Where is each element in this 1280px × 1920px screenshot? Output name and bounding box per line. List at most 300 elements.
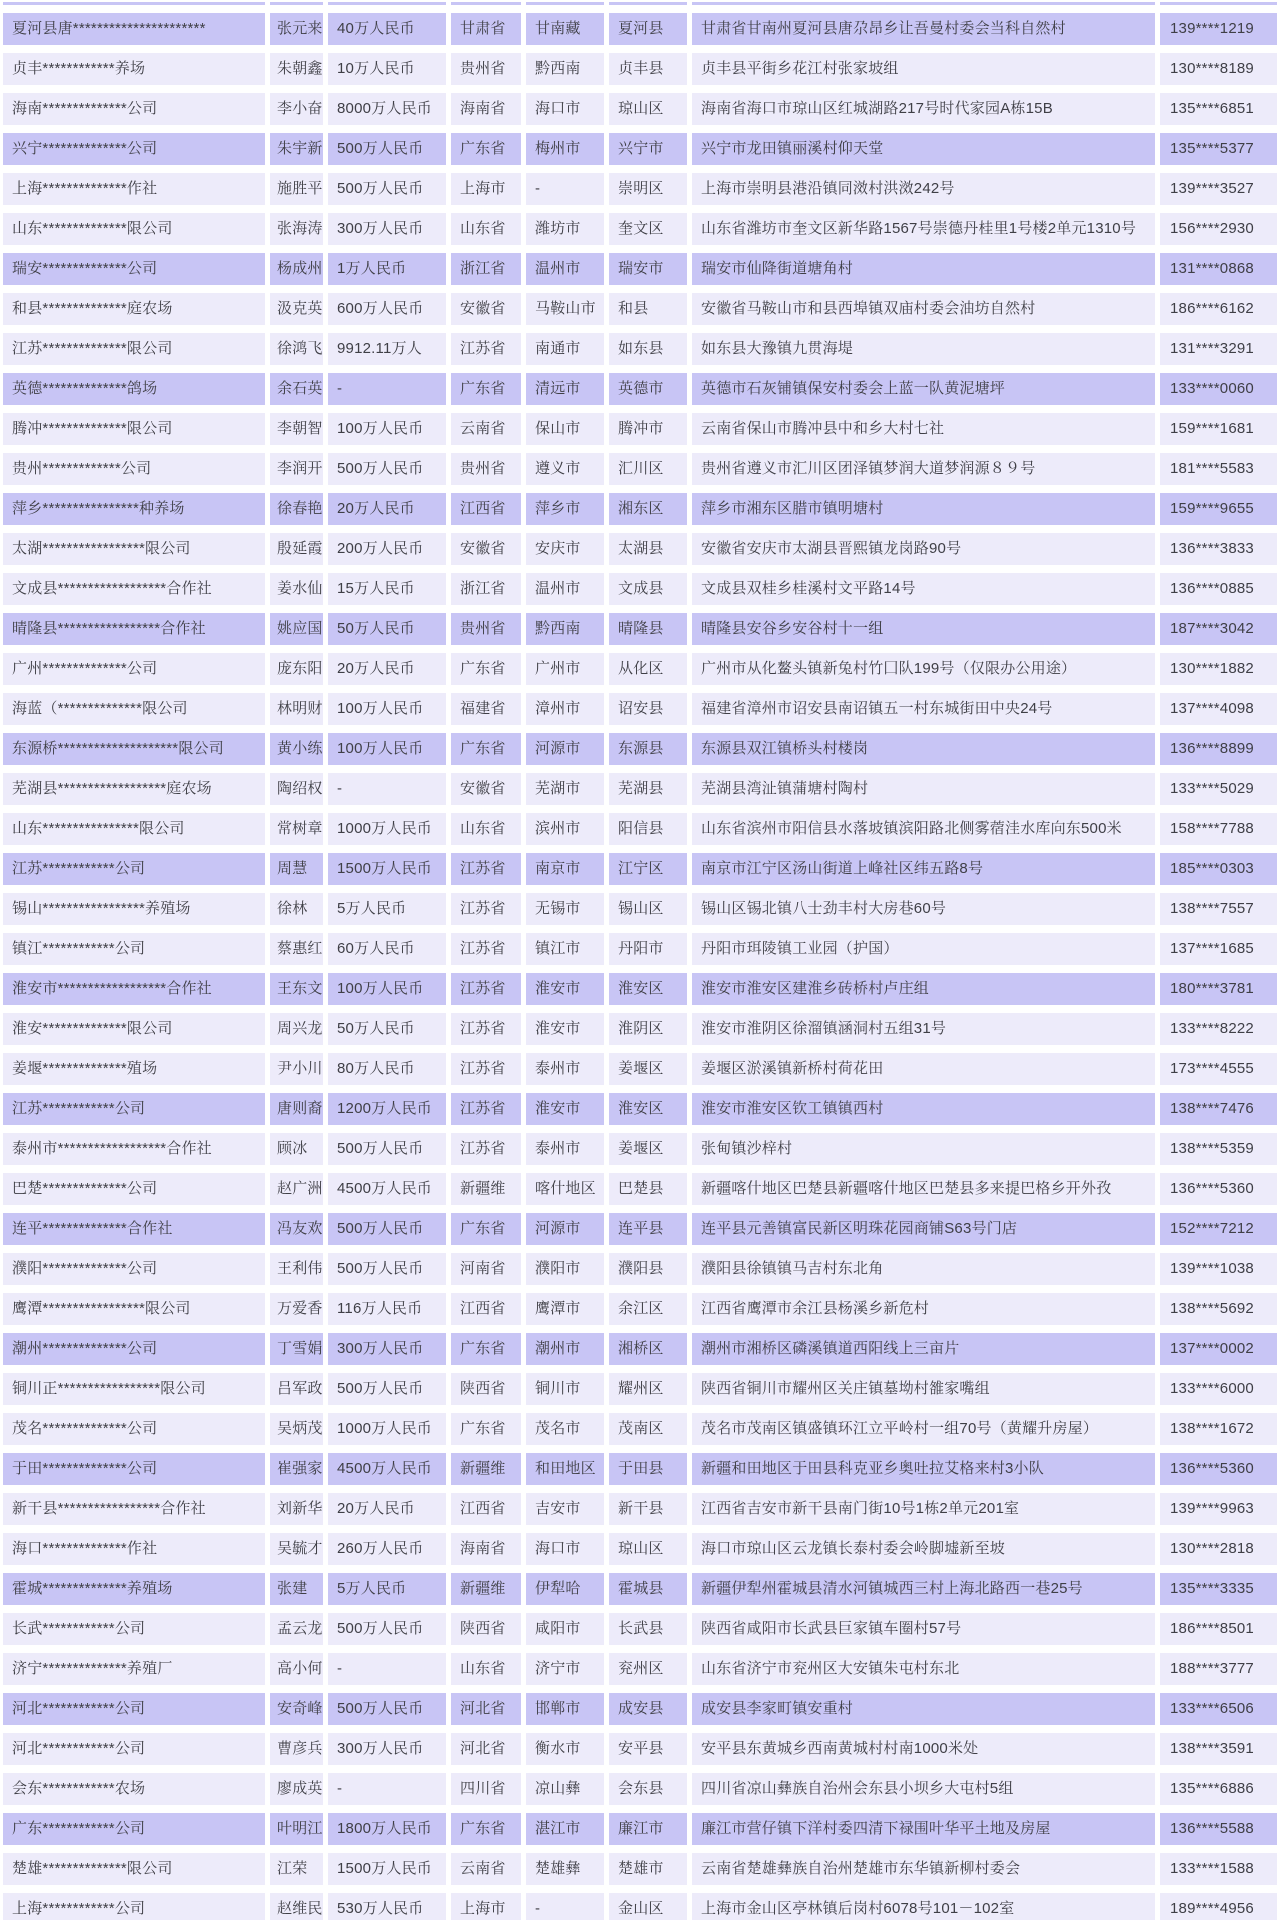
- cell-legal_person: 常树章: [270, 813, 323, 845]
- cell-province: 广东省: [451, 1413, 521, 1445]
- cell-registered_capital: 500万人民币: [328, 1133, 446, 1165]
- cell-district: 锡山区: [609, 893, 687, 925]
- cell-registered_capital: 1200万人民币: [328, 1093, 446, 1125]
- cell-district: 巴楚县: [609, 1173, 687, 1205]
- cell-city: 镇江市: [526, 933, 604, 965]
- cell-registered_capital: 80万人民币: [328, 1053, 446, 1085]
- cell-district: 余江区: [609, 1293, 687, 1325]
- cell-address: 连平县元善镇富民新区明珠花园商铺S63号门店: [692, 1213, 1155, 1245]
- cell-registered_capital: 500万人民币: [328, 1613, 446, 1645]
- cell-company_name: 上海************公司: [3, 1893, 265, 1920]
- cell-phone: 133****5029: [1160, 773, 1277, 805]
- cell-district: 霍城县: [609, 1573, 687, 1605]
- cell-registered_capital: 600万人民币: [328, 293, 446, 325]
- cell-phone: 135****5377: [1160, 133, 1277, 165]
- cell-company_name: 鹰潭*****************限公司: [3, 1293, 265, 1325]
- cell-company_name: 芜湖县******************庭农场: [3, 773, 265, 805]
- cell-district: 兖州区: [609, 1653, 687, 1685]
- cell-province: 安徽省: [451, 773, 521, 805]
- cutoff-row-cell-registered_capital: [328, 2, 446, 5]
- cell-legal_person: 赵广洲: [270, 1173, 323, 1205]
- cell-address: 贵州省遵义市汇川区团泽镇梦润大道梦润源８９号: [692, 453, 1155, 485]
- cell-legal_person: 李润开: [270, 453, 323, 485]
- cell-district: 成安县: [609, 1693, 687, 1725]
- cell-district: 阳信县: [609, 813, 687, 845]
- cell-address: 新疆和田地区于田县科克亚乡奥吐拉艾格来村3小队: [692, 1453, 1155, 1485]
- cell-district: 琼山区: [609, 1533, 687, 1565]
- cell-registered_capital: -: [328, 773, 446, 805]
- cell-legal_person: 朱宇新: [270, 133, 323, 165]
- cell-city: 凉山彝: [526, 1773, 604, 1805]
- cell-legal_person: 万爱香: [270, 1293, 323, 1325]
- cell-phone: 138****5359: [1160, 1133, 1277, 1165]
- cell-address: 濮阳县徐镇镇马吉村东北角: [692, 1253, 1155, 1285]
- cell-district: 淮安区: [609, 1093, 687, 1125]
- cell-city: 淮安市: [526, 973, 604, 1005]
- cell-district: 晴隆县: [609, 613, 687, 645]
- cell-registered_capital: 260万人民币: [328, 1533, 446, 1565]
- cell-province: 四川省: [451, 1773, 521, 1805]
- cell-city: 楚雄彝: [526, 1853, 604, 1885]
- cell-district: 汇川区: [609, 453, 687, 485]
- cell-address: 福建省漳州市诏安县南诏镇五一村东城街田中央24号: [692, 693, 1155, 725]
- cell-legal_person: 江荣: [270, 1853, 323, 1885]
- cell-legal_person: 蔡惠红: [270, 933, 323, 965]
- cell-province: 江苏省: [451, 933, 521, 965]
- cell-phone: 138****7476: [1160, 1093, 1277, 1125]
- cell-city: 滨州市: [526, 813, 604, 845]
- cell-registered_capital: 116万人民币: [328, 1293, 446, 1325]
- cell-province: 安徽省: [451, 533, 521, 565]
- cell-phone: 138****5692: [1160, 1293, 1277, 1325]
- cell-phone: 133****1588: [1160, 1853, 1277, 1885]
- cell-phone: 152****7212: [1160, 1213, 1277, 1245]
- cell-phone: 180****3781: [1160, 973, 1277, 1005]
- cell-province: 浙江省: [451, 253, 521, 285]
- cell-address: 淮安市淮安区钦工镇镇西村: [692, 1093, 1155, 1125]
- cell-district: 腾冲市: [609, 413, 687, 445]
- cell-district: 姜堰区: [609, 1053, 687, 1085]
- cell-city: 河源市: [526, 733, 604, 765]
- cell-city: 漳州市: [526, 693, 604, 725]
- cell-province: 广东省: [451, 733, 521, 765]
- cell-legal_person: 孟云龙: [270, 1613, 323, 1645]
- cell-legal_person: 王利伟: [270, 1253, 323, 1285]
- cell-registered_capital: -: [328, 373, 446, 405]
- cell-province: 江苏省: [451, 893, 521, 925]
- cell-address: 廉江市营仔镇下洋村委四清下禄围叶华平土地及房屋: [692, 1813, 1155, 1845]
- cell-phone: 138****1672: [1160, 1413, 1277, 1445]
- cell-company_name: 茂名**************公司: [3, 1413, 265, 1445]
- cell-company_name: 楚雄**************限公司: [3, 1853, 265, 1885]
- cell-registered_capital: 20万人民币: [328, 653, 446, 685]
- cell-registered_capital: 530万人民币: [328, 1893, 446, 1920]
- cutoff-row-cell-legal_person: [270, 2, 323, 5]
- cell-province: 新疆维: [451, 1573, 521, 1605]
- cell-company_name: 海南**************公司: [3, 93, 265, 125]
- cell-city: 马鞍山市: [526, 293, 604, 325]
- cell-company_name: 江苏************公司: [3, 853, 265, 885]
- cell-legal_person: 徐春艳: [270, 493, 323, 525]
- cell-company_name: 河北************公司: [3, 1733, 265, 1765]
- cell-registered_capital: 1800万人民币: [328, 1813, 446, 1845]
- cell-address: 东源县双江镇桥头村楼岗: [692, 733, 1155, 765]
- cell-city: 衡水市: [526, 1733, 604, 1765]
- cell-province: 江苏省: [451, 853, 521, 885]
- cutoff-row-cell-city: [526, 2, 604, 5]
- cell-district: 耀州区: [609, 1373, 687, 1405]
- cell-district: 茂南区: [609, 1413, 687, 1445]
- cell-city: 淮安市: [526, 1093, 604, 1125]
- cell-registered_capital: 500万人民币: [328, 1213, 446, 1245]
- cell-address: 江西省吉安市新干县南门街10号1栋2单元201室: [692, 1493, 1155, 1525]
- cell-registered_capital: 300万人民币: [328, 213, 446, 245]
- cell-district: 从化区: [609, 653, 687, 685]
- cell-company_name: 淮安**************限公司: [3, 1013, 265, 1045]
- cell-city: 茂名市: [526, 1413, 604, 1445]
- cell-company_name: 连平**************合作社: [3, 1213, 265, 1245]
- cell-province: 河北省: [451, 1693, 521, 1725]
- cell-registered_capital: 300万人民币: [328, 1733, 446, 1765]
- cell-district: 廉江市: [609, 1813, 687, 1845]
- cell-legal_person: 叶明江: [270, 1813, 323, 1845]
- cell-district: 长武县: [609, 1613, 687, 1645]
- cell-company_name: 晴隆县*****************合作社: [3, 613, 265, 645]
- cell-legal_person: 周慧: [270, 853, 323, 885]
- cell-province: 新疆维: [451, 1453, 521, 1485]
- cell-city: 清远市: [526, 373, 604, 405]
- cell-district: 瑞安市: [609, 253, 687, 285]
- cell-registered_capital: 300万人民币: [328, 1333, 446, 1365]
- cell-legal_person: 陶绍权: [270, 773, 323, 805]
- cell-city: -: [526, 173, 604, 205]
- cell-legal_person: 汲克英: [270, 293, 323, 325]
- cell-registered_capital: -: [328, 1773, 446, 1805]
- cell-phone: 135****6886: [1160, 1773, 1277, 1805]
- cell-province: 贵州省: [451, 53, 521, 85]
- cell-legal_person: 安奇峰: [270, 1693, 323, 1725]
- cell-district: 湘东区: [609, 493, 687, 525]
- cell-province: 江苏省: [451, 1093, 521, 1125]
- cell-province: 云南省: [451, 1853, 521, 1885]
- cell-city: 萍乡市: [526, 493, 604, 525]
- cell-legal_person: 殷延霞: [270, 533, 323, 565]
- cell-address: 山东省济宁市兖州区大安镇朱屯村东北: [692, 1653, 1155, 1685]
- cell-registered_capital: 500万人民币: [328, 1693, 446, 1725]
- cell-company_name: 太湖*****************限公司: [3, 533, 265, 565]
- cell-legal_person: 姚应国: [270, 613, 323, 645]
- cell-province: 贵州省: [451, 613, 521, 645]
- cell-registered_capital: -: [328, 1653, 446, 1685]
- cell-legal_person: 张建: [270, 1573, 323, 1605]
- cell-company_name: 泰州市******************合作社: [3, 1133, 265, 1165]
- cell-province: 贵州省: [451, 453, 521, 485]
- cell-legal_person: 吴炳茂: [270, 1413, 323, 1445]
- cell-province: 山东省: [451, 1653, 521, 1685]
- cell-legal_person: 唐则裔: [270, 1093, 323, 1125]
- cell-province: 海南省: [451, 93, 521, 125]
- cutoff-row-cell-company_name: [3, 2, 265, 5]
- cell-address: 江西省鹰潭市余江县杨溪乡新危村: [692, 1293, 1155, 1325]
- cell-city: 无锡市: [526, 893, 604, 925]
- cell-province: 广东省: [451, 1813, 521, 1845]
- cell-province: 江苏省: [451, 333, 521, 365]
- cell-district: 湘桥区: [609, 1333, 687, 1365]
- cell-legal_person: 张元来: [270, 13, 323, 45]
- cell-phone: 156****2930: [1160, 213, 1277, 245]
- cell-registered_capital: 50万人民币: [328, 613, 446, 645]
- cell-phone: 159****9655: [1160, 493, 1277, 525]
- cell-phone: 136****5360: [1160, 1453, 1277, 1485]
- cell-district: 文成县: [609, 573, 687, 605]
- cell-address: 文成县双桂乡桂溪村文平路14号: [692, 573, 1155, 605]
- cell-legal_person: 姜水仙: [270, 573, 323, 605]
- cell-registered_capital: 1000万人民币: [328, 813, 446, 845]
- cell-company_name: 铜川正*****************限公司: [3, 1373, 265, 1405]
- cell-phone: 138****3591: [1160, 1733, 1277, 1765]
- cell-city: 保山市: [526, 413, 604, 445]
- cell-registered_capital: 500万人民币: [328, 453, 446, 485]
- cell-company_name: 广州**************公司: [3, 653, 265, 685]
- cell-city: 甘南藏: [526, 13, 604, 45]
- cell-city: 淮安市: [526, 1013, 604, 1045]
- cell-company_name: 和县**************庭农场: [3, 293, 265, 325]
- cell-province: 云南省: [451, 413, 521, 445]
- cell-district: 于田县: [609, 1453, 687, 1485]
- cell-province: 福建省: [451, 693, 521, 725]
- cell-company_name: 瑞安**************公司: [3, 253, 265, 285]
- cell-district: 新干县: [609, 1493, 687, 1525]
- cell-phone: 136****3833: [1160, 533, 1277, 565]
- cell-province: 江西省: [451, 493, 521, 525]
- cell-phone: 130****2818: [1160, 1533, 1277, 1565]
- cell-registered_capital: 8000万人民币: [328, 93, 446, 125]
- cell-legal_person: 尹小川: [270, 1053, 323, 1085]
- cell-address: 丹阳市珥陵镇工业园（护国）: [692, 933, 1155, 965]
- cell-province: 广东省: [451, 653, 521, 685]
- cell-city: 芜湖市: [526, 773, 604, 805]
- cell-phone: 131****3291: [1160, 333, 1277, 365]
- cell-address: 新疆喀什地区巴楚县新疆喀什地区巴楚县多来提巴格乡开外孜: [692, 1173, 1155, 1205]
- cell-city: 泰州市: [526, 1053, 604, 1085]
- cell-address: 安平县东黄城乡西南黄城村村南1000米处: [692, 1733, 1155, 1765]
- cell-address: 海口市琼山区云龙镇长泰村委会岭脚墟新至坡: [692, 1533, 1155, 1565]
- cell-city: 南通市: [526, 333, 604, 365]
- cutoff-row-cell-district: [609, 2, 687, 5]
- cell-company_name: 新干县*****************合作社: [3, 1493, 265, 1525]
- cell-registered_capital: 100万人民币: [328, 413, 446, 445]
- cell-phone: 185****0303: [1160, 853, 1277, 885]
- cell-company_name: 巴楚**************公司: [3, 1173, 265, 1205]
- cell-city: 喀什地区: [526, 1173, 604, 1205]
- cell-legal_person: 曹彦兵: [270, 1733, 323, 1765]
- cell-address: 姜堰区淤溪镇新桥村荷花田: [692, 1053, 1155, 1085]
- cell-province: 海南省: [451, 1533, 521, 1565]
- cell-registered_capital: 5万人民币: [328, 1573, 446, 1605]
- cell-company_name: 潮州**************公司: [3, 1333, 265, 1365]
- cell-registered_capital: 10万人民币: [328, 53, 446, 85]
- cell-province: 江苏省: [451, 1013, 521, 1045]
- cell-company_name: 镇江************公司: [3, 933, 265, 965]
- cell-company_name: 山东****************限公司: [3, 813, 265, 845]
- cell-address: 安徽省安庆市太湖县晋熙镇龙岗路90号: [692, 533, 1155, 565]
- cell-phone: 173****4555: [1160, 1053, 1277, 1085]
- cell-district: 淮阴区: [609, 1013, 687, 1045]
- cutoff-row-cell-province: [451, 2, 521, 5]
- cell-legal_person: 李小奋: [270, 93, 323, 125]
- cell-city: -: [526, 1893, 604, 1920]
- cell-phone: 136****8899: [1160, 733, 1277, 765]
- cell-phone: 139****1038: [1160, 1253, 1277, 1285]
- cell-province: 江西省: [451, 1293, 521, 1325]
- cell-address: 瑞安市仙降街道塘角村: [692, 253, 1155, 285]
- cell-phone: 189****4956: [1160, 1893, 1277, 1920]
- cell-registered_capital: 200万人民币: [328, 533, 446, 565]
- cell-registered_capital: 1500万人民币: [328, 853, 446, 885]
- cell-company_name: 文成县******************合作社: [3, 573, 265, 605]
- cell-company_name: 萍乡****************种养场: [3, 493, 265, 525]
- cell-city: 邯郸市: [526, 1693, 604, 1725]
- cell-registered_capital: 500万人民币: [328, 173, 446, 205]
- cell-address: 陕西省铜川市耀州区关庄镇墓坳村雒家嘴组: [692, 1373, 1155, 1405]
- cell-company_name: 海蓝（**************限公司: [3, 693, 265, 725]
- cell-phone: 130****8189: [1160, 53, 1277, 85]
- cell-city: 铜川市: [526, 1373, 604, 1405]
- cell-registered_capital: 4500万人民币: [328, 1173, 446, 1205]
- cell-city: 济宁市: [526, 1653, 604, 1685]
- cell-address: 芜湖县湾沚镇蒲塘村陶村: [692, 773, 1155, 805]
- cell-legal_person: 余石英: [270, 373, 323, 405]
- cell-legal_person: 丁雪娟: [270, 1333, 323, 1365]
- cell-province: 广东省: [451, 1213, 521, 1245]
- cell-province: 上海市: [451, 1893, 521, 1920]
- cell-company_name: 贵州*************公司: [3, 453, 265, 485]
- cell-district: 贞丰县: [609, 53, 687, 85]
- cell-registered_capital: 60万人民币: [328, 933, 446, 965]
- cell-legal_person: 施胜平: [270, 173, 323, 205]
- cell-city: 濮阳市: [526, 1253, 604, 1285]
- cell-company_name: 江苏************公司: [3, 1093, 265, 1125]
- cell-phone: 133****6506: [1160, 1693, 1277, 1725]
- cell-district: 江宁区: [609, 853, 687, 885]
- cell-legal_person: 廖成英: [270, 1773, 323, 1805]
- cell-district: 楚雄市: [609, 1853, 687, 1885]
- cell-legal_person: 林明财: [270, 693, 323, 725]
- cell-address: 茂名市茂南区镇盛镇环江立平岭村一组70号（黄耀升房屋）: [692, 1413, 1155, 1445]
- cell-company_name: 济宁**************养殖厂: [3, 1653, 265, 1685]
- cell-city: 泰州市: [526, 1133, 604, 1165]
- cell-phone: 187****3042: [1160, 613, 1277, 645]
- cell-city: 温州市: [526, 253, 604, 285]
- cell-city: 广州市: [526, 653, 604, 685]
- cell-legal_person: 张海涛: [270, 213, 323, 245]
- cell-phone: 135****3335: [1160, 1573, 1277, 1605]
- cell-province: 江苏省: [451, 1133, 521, 1165]
- cell-company_name: 于田**************公司: [3, 1453, 265, 1485]
- cell-city: 潍坊市: [526, 213, 604, 245]
- cell-registered_capital: 1500万人民币: [328, 1853, 446, 1885]
- cell-legal_person: 徐林: [270, 893, 323, 925]
- cell-city: 湛江市: [526, 1813, 604, 1845]
- cell-district: 崇明区: [609, 173, 687, 205]
- cell-address: 上海市金山区亭林镇后岗村6078号101－102室: [692, 1893, 1155, 1920]
- cell-company_name: 英德**************鸽场: [3, 373, 265, 405]
- cell-address: 海南省海口市琼山区红城湖路217号时代家园A栋15B: [692, 93, 1155, 125]
- cutoff-row-cell-phone: [1160, 2, 1277, 5]
- cell-registered_capital: 4500万人民币: [328, 1453, 446, 1485]
- cell-province: 山东省: [451, 813, 521, 845]
- cell-phone: 139****1219: [1160, 13, 1277, 45]
- cell-province: 新疆维: [451, 1173, 521, 1205]
- cell-legal_person: 周兴龙: [270, 1013, 323, 1045]
- cell-phone: 130****1882: [1160, 653, 1277, 685]
- cell-district: 如东县: [609, 333, 687, 365]
- cell-company_name: 广东************公司: [3, 1813, 265, 1845]
- cell-address: 安徽省马鞍山市和县西埠镇双庙村委会油坊自然村: [692, 293, 1155, 325]
- cell-legal_person: 冯友欢: [270, 1213, 323, 1245]
- cell-registered_capital: 500万人民币: [328, 133, 446, 165]
- cell-registered_capital: 40万人民币: [328, 13, 446, 45]
- cell-phone: 181****5583: [1160, 453, 1277, 485]
- cell-company_name: 兴宁**************公司: [3, 133, 265, 165]
- cell-phone: 137****1685: [1160, 933, 1277, 965]
- cell-city: 黔西南: [526, 613, 604, 645]
- cell-province: 陕西省: [451, 1613, 521, 1645]
- cell-address: 潮州市湘桥区磷溪镇道西阳线上三亩片: [692, 1333, 1155, 1365]
- cell-company_name: 霍城**************养殖场: [3, 1573, 265, 1605]
- cell-district: 金山区: [609, 1893, 687, 1920]
- cell-district: 奎文区: [609, 213, 687, 245]
- cell-district: 安平县: [609, 1733, 687, 1765]
- cell-registered_capital: 20万人民币: [328, 493, 446, 525]
- cell-legal_person: 杨成州: [270, 253, 323, 285]
- cell-legal_person: 李朝智: [270, 413, 323, 445]
- cell-registered_capital: 15万人民币: [328, 573, 446, 605]
- cell-phone: 133****0060: [1160, 373, 1277, 405]
- cell-address: 如东县大豫镇九贯海堤: [692, 333, 1155, 365]
- cell-legal_person: 庞东阳: [270, 653, 323, 685]
- cell-district: 和县: [609, 293, 687, 325]
- cell-address: 广州市从化鳌头镇新兔村竹囗队199号（仅限办公用途）: [692, 653, 1155, 685]
- cell-district: 太湖县: [609, 533, 687, 565]
- cell-province: 陕西省: [451, 1373, 521, 1405]
- cell-district: 丹阳市: [609, 933, 687, 965]
- cell-phone: 186****8501: [1160, 1613, 1277, 1645]
- cell-address: 贞丰县平街乡花江村张家坡组: [692, 53, 1155, 85]
- cell-address: 陕西省咸阳市长武县巨家镇车圈村57号: [692, 1613, 1155, 1645]
- cell-address: 晴隆县安谷乡安谷村十一组: [692, 613, 1155, 645]
- cell-company_name: 姜堰**************殖场: [3, 1053, 265, 1085]
- cell-district: 兴宁市: [609, 133, 687, 165]
- cell-district: 诏安县: [609, 693, 687, 725]
- cell-legal_person: 朱朝鑫: [270, 53, 323, 85]
- cell-company_name: 淮安市******************合作社: [3, 973, 265, 1005]
- cell-province: 江苏省: [451, 1053, 521, 1085]
- cell-district: 东源县: [609, 733, 687, 765]
- cell-province: 江苏省: [451, 973, 521, 1005]
- cell-district: 姜堰区: [609, 1133, 687, 1165]
- cell-district: 夏河县: [609, 13, 687, 45]
- cell-registered_capital: 20万人民币: [328, 1493, 446, 1525]
- cell-address: 甘肃省甘南州夏河县唐尕昂乡让吾曼村委会当科自然村: [692, 13, 1155, 45]
- cell-company_name: 濮阳**************公司: [3, 1253, 265, 1285]
- cell-legal_person: 吴毓才: [270, 1533, 323, 1565]
- cell-legal_person: 高小何: [270, 1653, 323, 1685]
- cell-legal_person: 顾冰: [270, 1133, 323, 1165]
- cell-registered_capital: 5万人民币: [328, 893, 446, 925]
- cell-phone: 133****6000: [1160, 1373, 1277, 1405]
- cell-company_name: 东源桥********************限公司: [3, 733, 265, 765]
